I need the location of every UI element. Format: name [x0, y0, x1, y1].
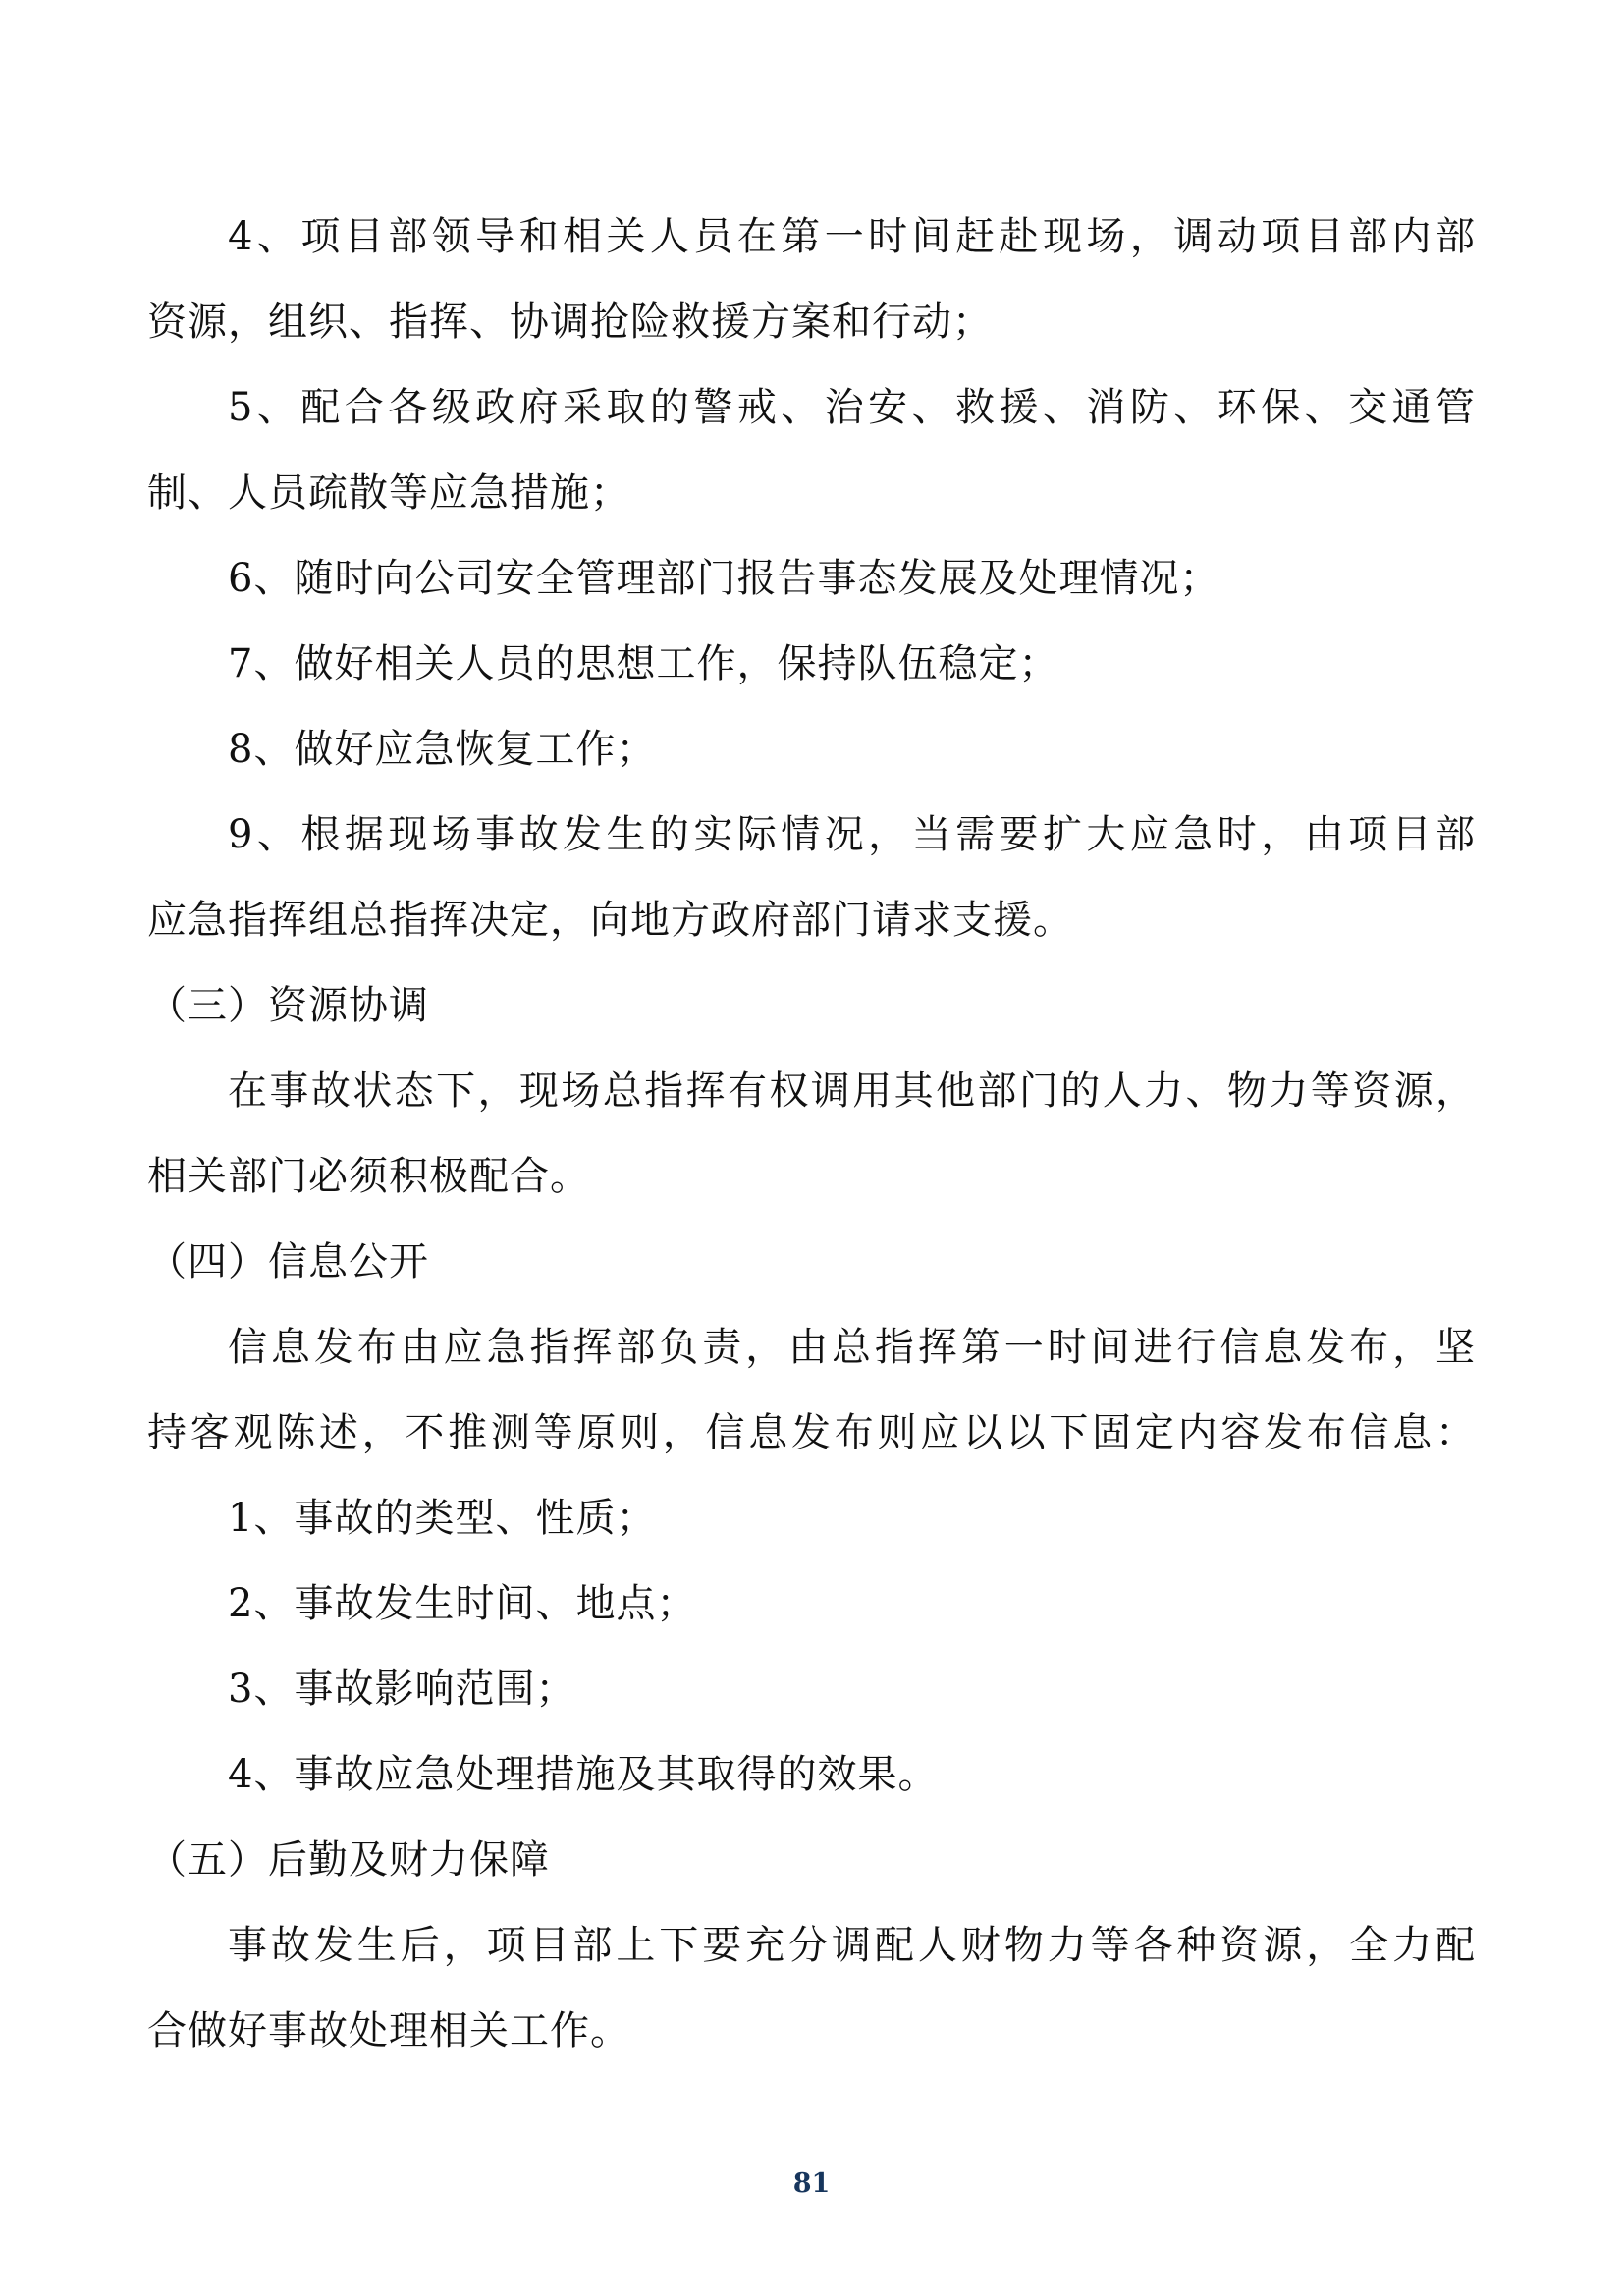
text-line: （五）后勤及财力保障	[147, 1837, 550, 1883]
text-line: 在事故状态下，现场总指挥有权调用其他部门的人力、物力等资源，	[228, 1068, 1476, 1114]
text-line: 5、配合各级政府采取的警戒、治安、救援、消防、环保、交通管	[228, 385, 1476, 430]
text-line: 4、事故应急处理措施及其取得的效果。	[228, 1752, 939, 1797]
text-line: （三）资源协调	[147, 983, 429, 1028]
text-line: 7、做好相关人员的思想工作，保持队伍稳定；	[228, 641, 1059, 686]
text-line: 信息发布由应急指挥部负责，由总指挥第一时间进行信息发布，坚	[228, 1325, 1476, 1370]
page-number: 81	[792, 2168, 831, 2199]
text-line: 合做好事故处理相关工作。	[147, 2008, 630, 2053]
text-line: 3、事故影响范围；	[228, 1667, 576, 1712]
text-line: 4、项目部领导和相关人员在第一时间赶赴现场，调动项目部内部	[228, 214, 1476, 259]
text-line: 制、人员疏散等应急措施；	[147, 470, 630, 516]
text-line: 资源，组织、指挥、协调抢险救援方案和行动；	[147, 300, 993, 345]
text-line: 持客观陈述，不推测等原则，信息发布则应以以下固定内容发布信息：	[147, 1410, 1476, 1455]
text-line: 6、随时向公司安全管理部门报告事态发展及处理情况；	[228, 556, 1220, 601]
text-line: 8、做好应急恢复工作；	[228, 727, 657, 772]
text-line: 事故发生后，项目部上下要充分调配人财物力等各种资源，全力配	[228, 1923, 1476, 1968]
text-line: 2、事故发生时间、地点；	[228, 1581, 697, 1626]
text-line: 1、事故的类型、性质；	[228, 1496, 657, 1541]
text-line: （四）信息公开	[147, 1239, 429, 1285]
text-line: 相关部门必须积极配合。	[147, 1154, 590, 1199]
document-body-text	[147, 194, 1476, 2074]
text-line: 9、根据现场事故发生的实际情况，当需要扩大应急时，由项目部	[228, 812, 1476, 857]
text-line: 应急指挥组总指挥决定，向地方政府部门请求支援。	[147, 898, 1073, 943]
